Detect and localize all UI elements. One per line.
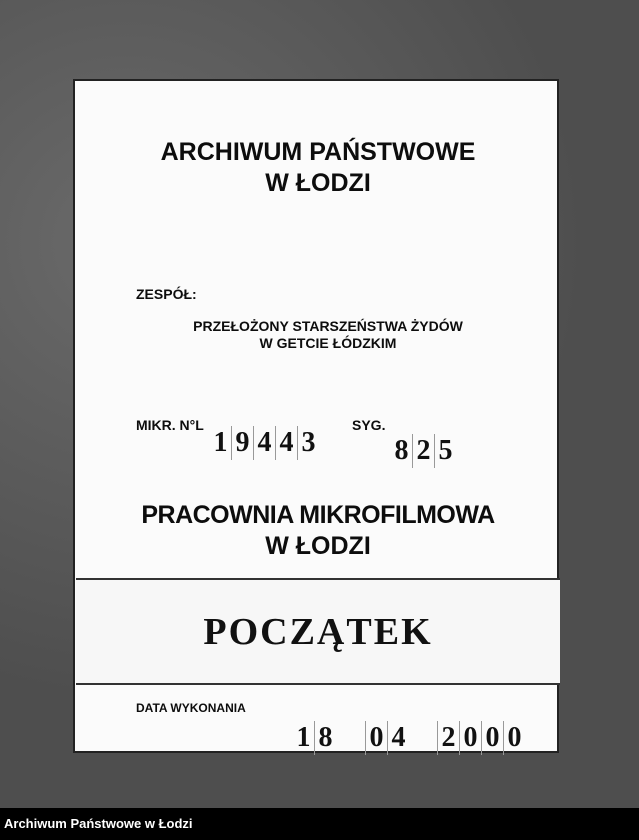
digit: 0 (481, 721, 503, 755)
archive-title-line1: ARCHIWUM PAŃSTWOWE (160, 138, 476, 166)
archive-title-line2: W ŁODZI (265, 169, 371, 197)
mikr-label: MIKR. N°L (136, 417, 204, 433)
date-day (293, 721, 336, 755)
digit: 5 (434, 434, 456, 468)
digit: 4 (275, 426, 297, 460)
lab-title-line2: W ŁODZI (265, 532, 371, 560)
digit: 9 (231, 426, 253, 460)
syg-number (391, 434, 456, 468)
zespol-name-line2: W GETCIE ŁÓDZKIM (259, 335, 397, 351)
digit: 2 (412, 434, 434, 468)
start-band (76, 578, 560, 685)
start-label: POCZĄTEK (203, 611, 433, 653)
digit: 3 (297, 426, 319, 460)
date-month (365, 721, 409, 755)
digit: 0 (459, 721, 481, 755)
lab-title-line1: PRACOWNIA MIKROFILMOWA (141, 501, 495, 529)
digit: 8 (314, 721, 336, 755)
digit: 4 (253, 426, 275, 460)
date-label: DATA WYKONANIA (136, 701, 246, 715)
digit: 2 (437, 721, 459, 755)
zespol-label: ZESPÓŁ: (136, 286, 197, 302)
digit: 8 (394, 435, 409, 466)
digit: 4 (387, 721, 409, 755)
footer-text: Archiwum Państwowe w Łodzi (4, 816, 193, 831)
zespol-name-line1: PRZEŁOŻONY STARSZEŃSTWA ŻYDÓW (193, 318, 463, 334)
date-year (437, 721, 525, 755)
syg-label: SYG. (352, 417, 386, 433)
mikr-number (210, 426, 319, 460)
digit: 1 (213, 427, 228, 458)
digit: 0 (503, 721, 525, 755)
digit: 0 (365, 721, 387, 755)
footer-bar (0, 808, 639, 840)
digit: 1 (296, 722, 311, 753)
